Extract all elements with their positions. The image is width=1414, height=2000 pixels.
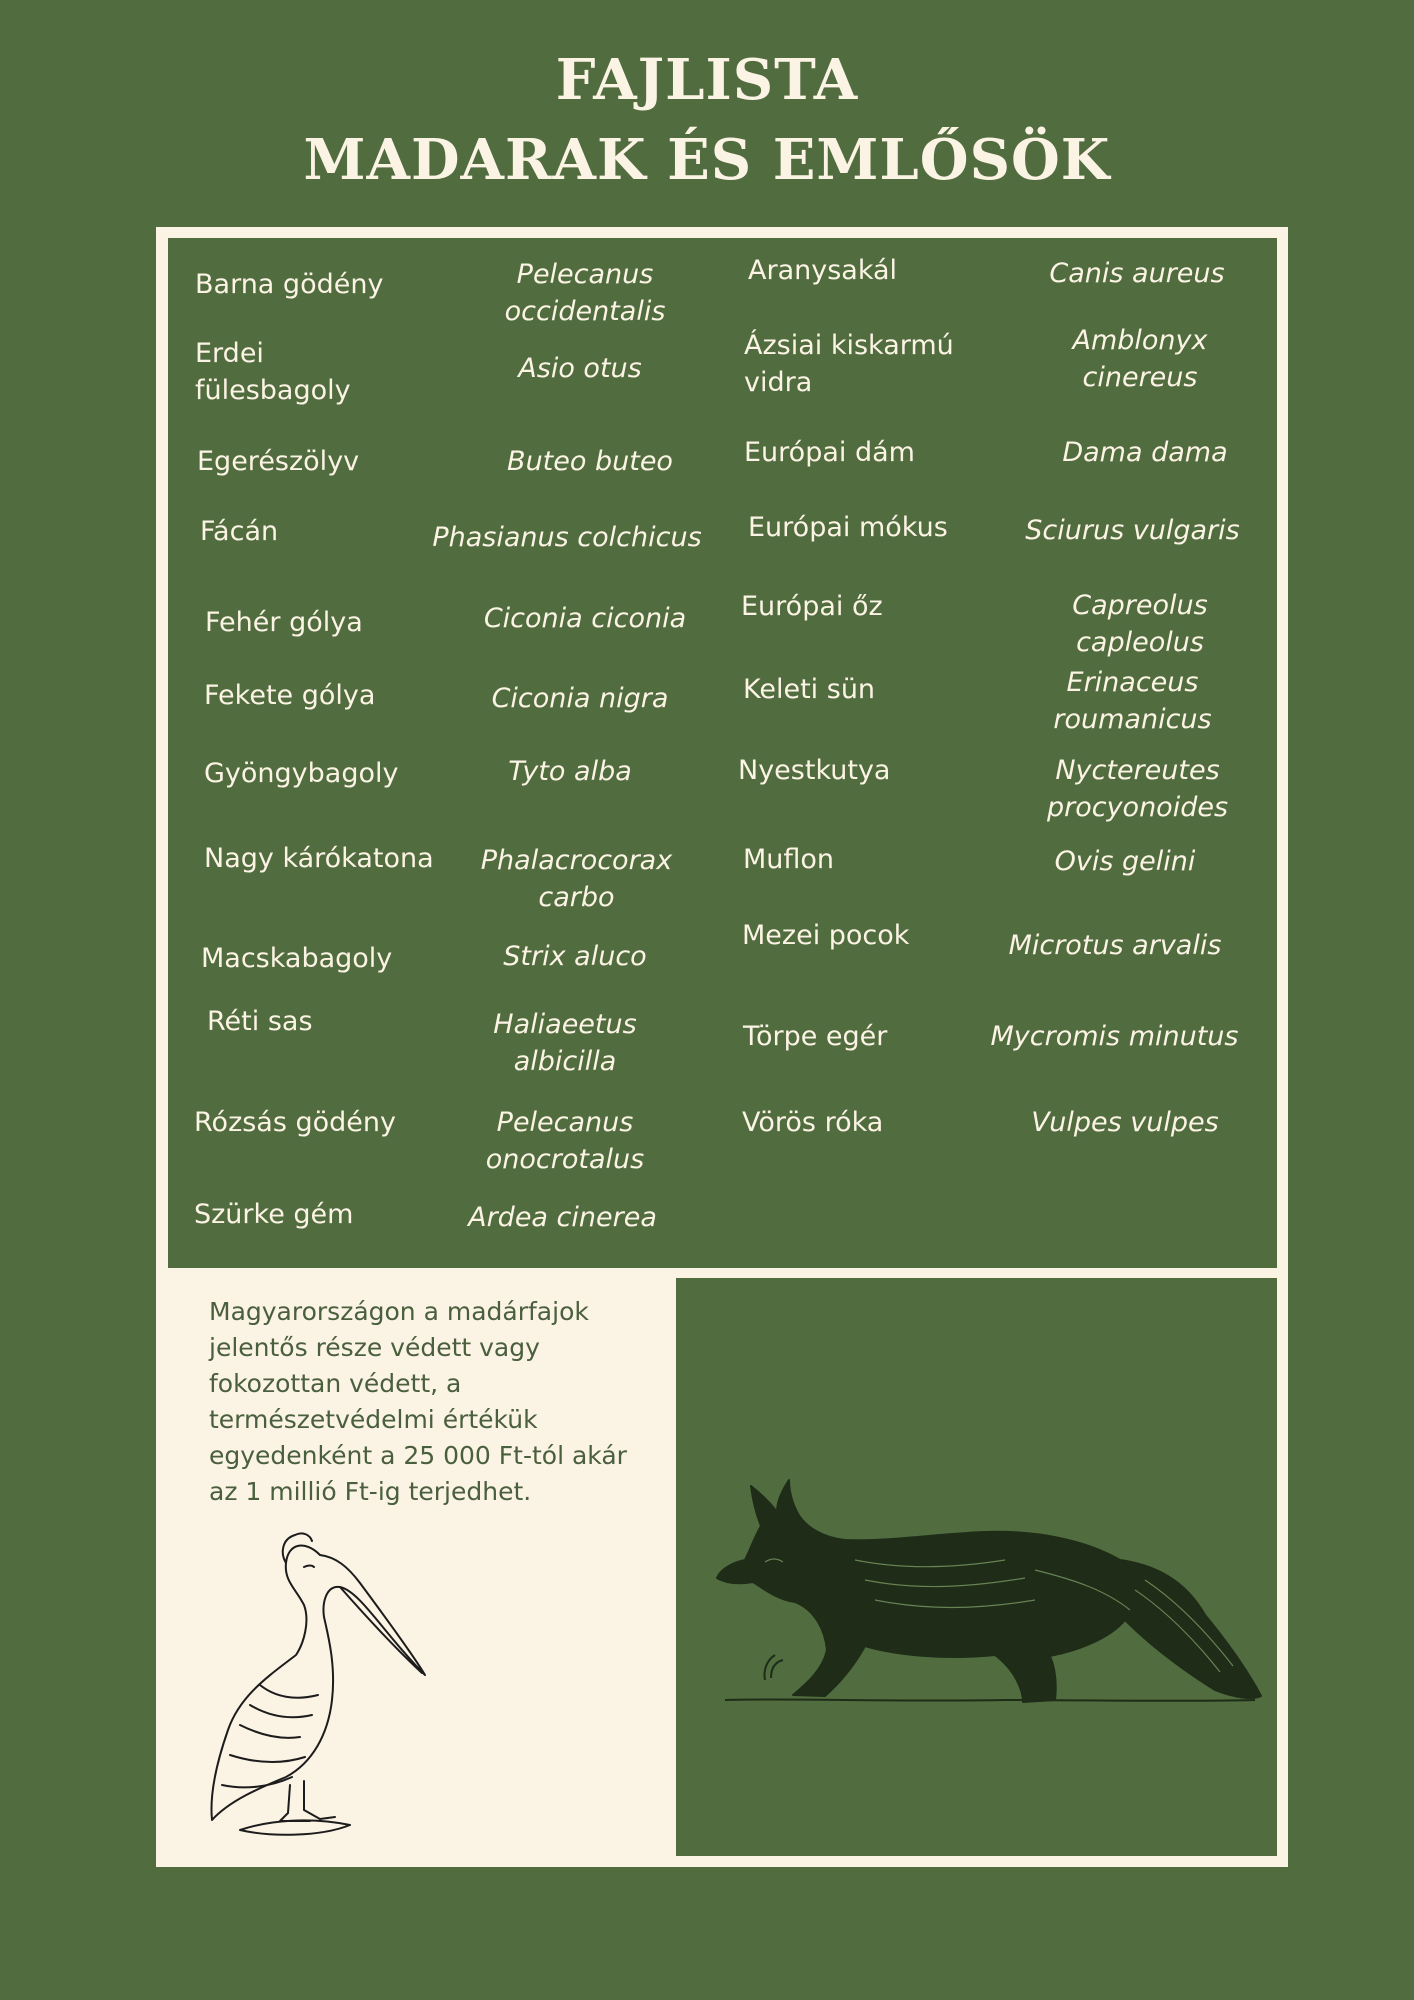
bird-latin-name: Ciconia ciconia: [483, 603, 687, 634]
mammal-common-name: Nyestkutya: [738, 755, 891, 786]
bird-common-name: Gyöngybagoly: [204, 758, 399, 789]
page-title: [0, 40, 1414, 200]
bird-latin-name: Pelecanus occidentalis: [504, 259, 666, 327]
title-line-1: FAJLISTA: [555, 47, 859, 113]
bird-common-name: Fehér gólya: [205, 607, 363, 638]
bird-common-name: Egerészölyv: [197, 446, 360, 477]
mammal-latin-name: Sciurus vulgaris: [1025, 515, 1240, 546]
bird-latin-name: Phalacrocorax carbo: [480, 845, 673, 913]
bird-latin-name: Haliaeetus albicilla: [493, 1009, 637, 1077]
mammal-latin-name: Capreolus capleolus: [1072, 590, 1208, 658]
mammal-common-name: Keleti sün: [743, 674, 876, 705]
bird-latin-name: Buteo buteo: [507, 446, 673, 477]
mammal-common-name: Vörös róka: [742, 1107, 884, 1138]
mammal-latin-name: Erinaceus roumanicus: [1053, 667, 1212, 735]
mammal-latin-name: Mycromis minutus: [990, 1021, 1239, 1052]
bird-latin-name: Asio otus: [518, 353, 642, 384]
bird-common-name: Macskabagoly: [201, 943, 393, 974]
mammal-latin-name: Vulpes vulpes: [1031, 1107, 1219, 1138]
mammal-common-name: Ázsiai kiskarmú vidra: [744, 330, 954, 398]
bird-common-name: Fekete gólya: [204, 680, 376, 711]
mammal-common-name: Mezei pocok: [742, 920, 910, 951]
mammal-common-name: Muflon: [743, 844, 835, 875]
bird-common-name: Nagy kárókatona: [204, 843, 434, 874]
mammal-latin-name: Ovis gelini: [1054, 846, 1196, 877]
pelican-illustration: [200, 1525, 440, 1840]
bird-common-name: Szürke gém: [194, 1199, 354, 1230]
bird-latin-name: Strix aluco: [503, 941, 647, 972]
title-line-2: MADARAK ÉS EMLŐSÖK: [303, 127, 1111, 193]
bird-latin-name: Phasianus colchicus: [432, 522, 702, 553]
fox-illustration: [705, 1450, 1265, 1740]
mammal-latin-name: Dama dama: [1062, 437, 1228, 468]
mammal-common-name: Törpe egér: [743, 1021, 888, 1052]
bird-latin-name: Ciconia nigra: [491, 683, 669, 714]
bird-common-name: Réti sas: [207, 1006, 313, 1037]
mammal-common-name: Aranysakál: [748, 255, 898, 286]
bird-common-name: Fácán: [200, 516, 279, 547]
mammal-common-name: Európai dám: [744, 437, 915, 468]
bird-latin-name: Pelecanus onocrotalus: [485, 1107, 645, 1175]
bird-latin-name: Tyto alba: [508, 756, 632, 787]
bird-common-name: Barna gödény: [195, 269, 384, 300]
protection-note: Magyarországon a madárfajok jelentős része védett vagy fokozottan védett, a természetvédelmi értékük egyedenként a 25 000 Ft-tól akár az 1 millió Ft-ig terjedhet.: [209, 1297, 627, 1506]
mammal-latin-name: Microtus arvalis: [1008, 930, 1222, 961]
bird-latin-name: Ardea cinerea: [468, 1202, 657, 1233]
mammal-latin-name: Nyctereutes procyonoides: [1046, 755, 1229, 823]
mammal-latin-name: Amblonyx cinereus: [1072, 325, 1208, 393]
mammal-common-name: Európai mókus: [748, 512, 948, 543]
mammal-common-name: Európai őz: [741, 591, 883, 622]
mammal-latin-name: Canis aureus: [1049, 258, 1225, 289]
bird-common-name: Erdei fülesbagoly: [195, 338, 351, 406]
bird-common-name: Rózsás gödény: [194, 1107, 396, 1138]
